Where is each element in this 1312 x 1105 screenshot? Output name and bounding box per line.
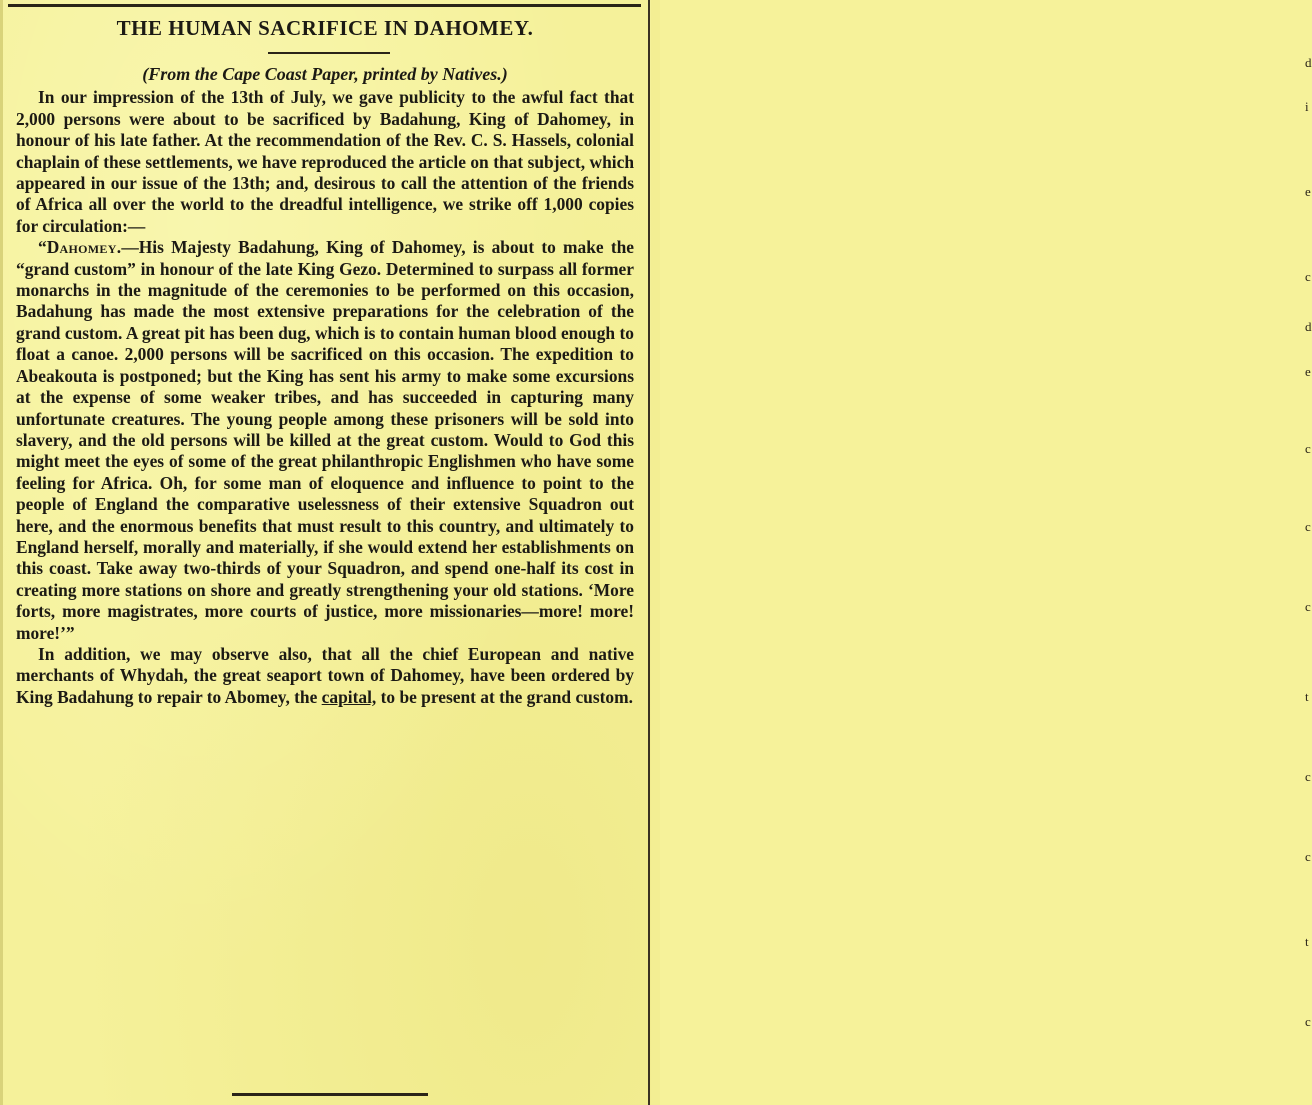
left-margin — [0, 0, 3, 1105]
adjacent-column — [651, 0, 1312, 1105]
adjacent-fragment: i — [1305, 99, 1309, 114]
paragraph-3-before: In addition, we may observe also, that all the chief European and native merchants of Whydah, the great seaport town of Dahomey, have been ordered by King Badahung to repair to Abomey, the — [16, 643, 634, 707]
article-headline: THE HUMAN SACRIFICE IN DAHOMEY. — [116, 16, 534, 40]
adjacent-fragment: d — [1305, 55, 1312, 70]
paragraph-3-underlined: capital, — [321, 686, 377, 707]
paragraph-2 — [16, 237, 634, 644]
quote-body: —His Majesty Badahung, King of Dahomey, is about to make the “grand custom” in honour of the late King Gezo. Determined to surpass all former monarchs in the magnitude of the ceremonies to be performed on this occasion, Badahung has made the most extensive preparations for the celebration of the grand custom. A great pit has been dug, which is to contain human blood enough to float a canoe. 2,000 persons will be sacrificed on this occasion. The expedition to Abeakouta is postponed; but the King has sent his army to make some excursions at the expense of some weaker tribes, and has succeeded in capturing many unfortunate creatures. The young people among these prisoners will be sold into slavery, and the old persons will be killed at the great custom. Would to God this might meet the eyes of some of the great philanthropic Englishmen who have some feeling for Africa. Oh, for some man of eloquence and influence to point to the people of England the comparative uselessness of their extensive Squadron out here, and the enormous benefits that must result to this country, and ultimately to England herself, morally and materially, if she would extend her establishments on this coast. Take away two-thirds of your Squadron, and spend one-half its cost in creating more stations on shore and greatly strengthening your old stations. ‘More forts, more magistrates, more courts of justice, more missionaries—more! more! more!’” — [16, 237, 634, 643]
paragraph-1: In our impression of the 13th of July, we gave publicity to the awful fact that 2,000 persons were about to be sacrificed by Badahung, King of Dahomey, in honour of his late father. At the recommendation of the Rev. C. S. Hassels, colonial chaplain of these settlements, we have reproduced the article on that subject, which appeared in our issue of the 13th; and, desirous to call the attention of the friends of Africa all over the world to the dreadful intelligence, we strike off 1,000 copies for circulation:— — [16, 87, 634, 236]
source-attribution: From the Cape Coast Paper, printed by Natives. — [148, 64, 502, 84]
bottom-rule — [232, 1093, 428, 1096]
quote-open: “ — [38, 237, 47, 258]
adjacent-fragment: t — [1305, 689, 1309, 704]
adjacent-fragment: c — [1305, 441, 1311, 456]
source-open: ( — [142, 64, 149, 84]
top-rule — [8, 4, 641, 7]
column-rule — [648, 0, 650, 1105]
adjacent-fragment: c — [1305, 769, 1311, 784]
adjacent-fragment: c — [1305, 519, 1311, 534]
adjacent-fragment: e — [1305, 364, 1311, 379]
adjacent-fragment: c — [1305, 1014, 1311, 1029]
adjacent-fragment: t — [1305, 934, 1309, 949]
paragraph-3-after: to be present at the grand custom. — [376, 686, 633, 707]
headline-rule — [268, 52, 390, 54]
adjacent-fragment: c — [1305, 269, 1311, 284]
source-close: ) — [501, 64, 508, 84]
adjacent-fragment: c — [1305, 849, 1311, 864]
adjacent-fragment: e — [1305, 184, 1311, 199]
article-body — [16, 64, 634, 708]
quote-lead: Dahomey. — [46, 237, 122, 258]
adjacent-fragment: c — [1305, 599, 1311, 614]
paragraph-3 — [16, 644, 634, 708]
source-line — [16, 64, 634, 85]
adjacent-fragment: d — [1305, 319, 1312, 334]
